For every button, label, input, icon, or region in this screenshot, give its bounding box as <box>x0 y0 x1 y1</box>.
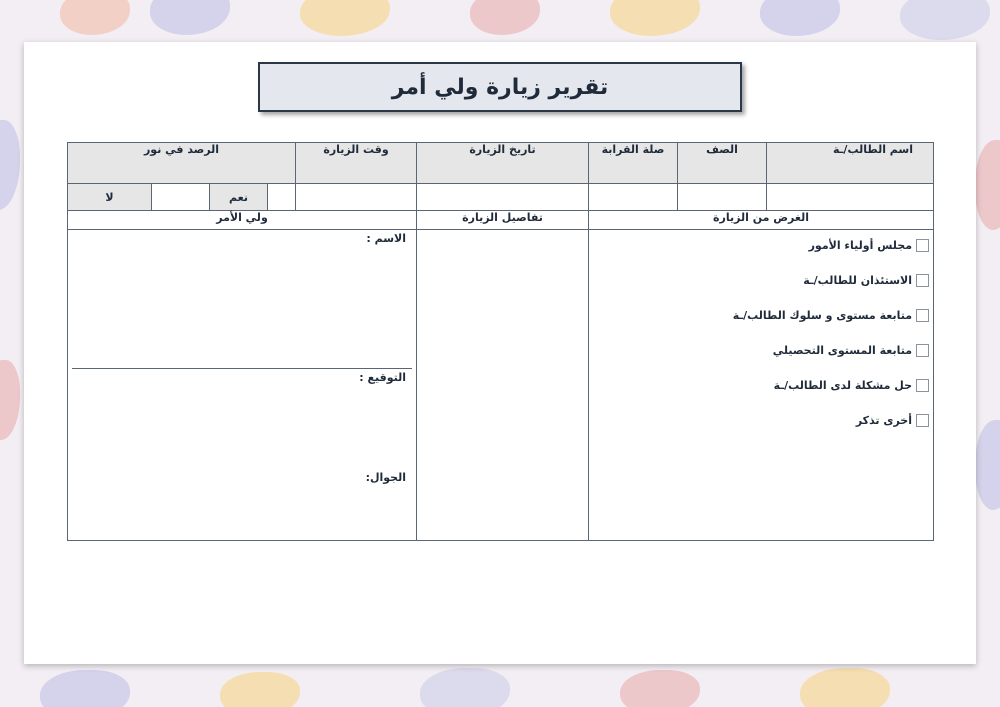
noor-entry-header: الرصد في نور <box>68 143 296 184</box>
visit-date-cell[interactable] <box>417 184 589 211</box>
student-name-header: اسم الطالب/ـة <box>767 143 934 184</box>
purpose-option[interactable] <box>593 306 929 324</box>
guardian-cell <box>68 230 417 541</box>
purpose-option[interactable] <box>593 236 929 254</box>
relation-cell[interactable] <box>589 184 678 211</box>
option-label: الاستئذان للطالب/ـة <box>803 273 913 287</box>
checkbox[interactable] <box>916 414 929 427</box>
guardian-name-label: الاسم : <box>366 232 407 245</box>
guardian-name-area[interactable] <box>72 230 412 369</box>
visit-time-header: وقت الزيارة <box>296 143 417 184</box>
purpose-section-header: الغرض من الزيارة <box>589 211 934 230</box>
yes-label: نعم <box>210 184 268 211</box>
purpose-option[interactable] <box>593 271 929 289</box>
checkbox[interactable] <box>916 379 929 392</box>
page-title: تقرير زيارة ولي أمر <box>391 74 609 100</box>
details-section-header: تفاصيل الزيارة <box>417 211 589 230</box>
purpose-option[interactable] <box>593 411 929 429</box>
option-label: متابعة المستوى التحصيلي <box>772 343 913 357</box>
visit-details-cell[interactable] <box>417 230 589 541</box>
class-header: الصف <box>678 143 767 184</box>
report-page <box>24 42 976 664</box>
mobile-label: الجوال: <box>365 471 407 484</box>
guardian-section-header: ولي الأمر <box>68 211 417 230</box>
visit-date-header: تاريخ الزيارة <box>417 143 589 184</box>
yes-checkbox-cell[interactable] <box>268 184 296 211</box>
visit-time-cell[interactable] <box>296 184 417 211</box>
option-label: أخرى تذكر <box>855 413 913 427</box>
option-label: حل مشكلة لدى الطالب/ـة <box>773 378 913 392</box>
purpose-options-cell <box>589 230 934 541</box>
relation-header: صلة القرابة <box>589 143 678 184</box>
student-name-cell[interactable] <box>767 184 934 211</box>
class-cell[interactable] <box>678 184 767 211</box>
checkbox[interactable] <box>916 344 929 357</box>
checkbox[interactable] <box>916 309 929 322</box>
visit-report-table <box>67 142 934 541</box>
checkbox[interactable] <box>916 239 929 252</box>
purpose-option[interactable] <box>593 341 929 359</box>
option-label: متابعة مستوى و سلوك الطالب/ـة <box>732 308 913 322</box>
no-checkbox-cell[interactable] <box>152 184 210 211</box>
purpose-option[interactable] <box>593 376 929 394</box>
no-label: لا <box>68 184 152 211</box>
guardian-signature-area[interactable] <box>72 369 412 540</box>
title-box <box>258 62 742 112</box>
checkbox[interactable] <box>916 274 929 287</box>
signature-label: التوقيع : <box>359 371 407 384</box>
option-label: مجلس أولياء الأمور <box>808 238 913 252</box>
